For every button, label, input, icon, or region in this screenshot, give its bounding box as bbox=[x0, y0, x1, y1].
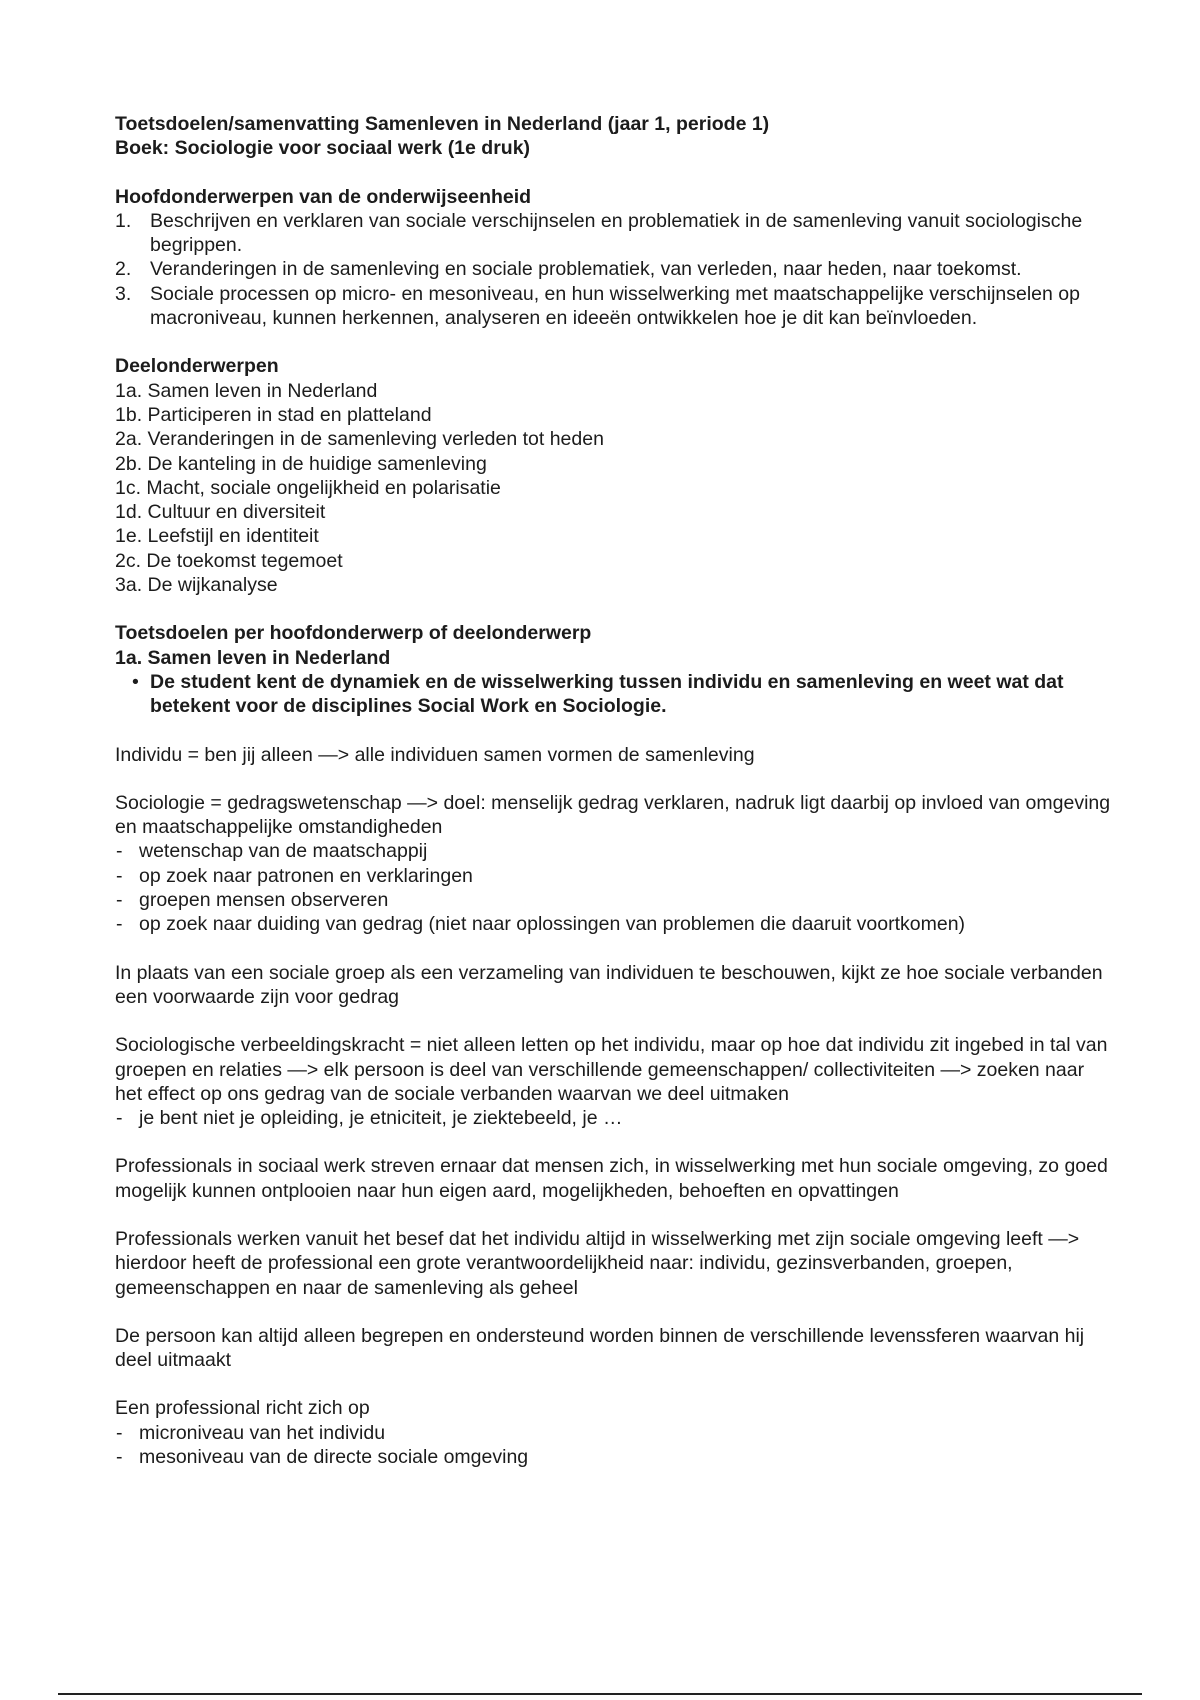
verbeeldingskracht-list bbox=[115, 1106, 1115, 1130]
sociologie-list bbox=[115, 839, 1115, 936]
list-item: 1. Beschrijven en verklaren van sociale verschijnselen en problematiek in de samenleving vanuit sociologische begrippen. bbox=[115, 209, 1083, 257]
list-item: 1c. Macht, sociale ongelijkheid en polarisatie bbox=[115, 476, 501, 499]
list-item: - mesoniveau van de directe sociale omgeving bbox=[115, 1445, 1115, 1469]
goals-bullet-list bbox=[115, 670, 1115, 719]
paragraph-verbeeldingskracht: Sociologische verbeeldingskracht = niet alleen letten op het individu, maar op hoe dat individu zit ingebed in tal van groepen en relaties —> elk persoon is deel van verschillende gemeenschappen/ collectiviteiten —> zoeken naar het effect op ons gedrag van de sociale verbanden waarvan we deel uitmaken bbox=[115, 1034, 1108, 1105]
sub-topics-list bbox=[115, 379, 1115, 598]
list-item: 2b. De kanteling in de huidige samenleving bbox=[115, 452, 487, 475]
list-item: 2a. Veranderingen in de samenleving verleden tot heden bbox=[115, 428, 604, 451]
paragraph-professionals-1: Professionals in sociaal werk streven ernaar dat mensen zich, in wisselwerking met hun sociale omgeving, zo goed mogelijk kunnen ontplooien naar hun eigen aard, mogelijkheden, behoeften en opvattingen bbox=[115, 1155, 1108, 1202]
document-title: Toetsdoelen/samenvatting Samenleven in Nederland (jaar 1, periode 1) bbox=[115, 113, 770, 135]
list-item: - op zoek naar patronen en verklaringen bbox=[115, 864, 1115, 888]
paragraph-individu: Individu = ben jij alleen —> alle individuen samen vormen de samenleving bbox=[115, 743, 755, 766]
list-item: 1d. Cultuur en diversiteit bbox=[115, 501, 326, 524]
book-reference: Boek: Sociologie voor sociaal werk (1e druk) bbox=[115, 137, 531, 160]
list-item: 3. Sociale processen op micro- en mesoniveau, en hun wisselwerking met maatschappelijke verschijnselen op macroniveau, kunnen herkennen, analyseren en ideeën ontwikkelen hoe je dit kan beïnvloeden. bbox=[115, 282, 1080, 330]
list-item: • De student kent de dynamiek en de wisselwerking tussen individu en samenleving en weet wat dat betekent voor de disciplines Social Work en Sociologie. bbox=[115, 670, 1115, 719]
document-page bbox=[115, 112, 1115, 1469]
paragraph-sociologie: Sociologie = gedragswetenschap —> doel: menselijk gedrag verklaren, nadruk ligt daarbij op invloed van omgeving en maatschappelijke omstandigheden bbox=[115, 791, 1111, 839]
list-item: 1b. Participeren in stad en platteland bbox=[115, 403, 432, 426]
list-item: 1e. Leefstijl en identiteit bbox=[115, 525, 319, 548]
list-item: - wetenschap van de maatschappij bbox=[115, 839, 1115, 863]
main-topics-list bbox=[115, 209, 1115, 330]
sub-topics-heading: Deelonderwerpen bbox=[115, 355, 279, 378]
goals-subheading: 1a. Samen leven in Nederland bbox=[115, 646, 391, 669]
list-item: 2. Veranderingen in de samenleving en sociale problematiek, van verleden, naar heden, naar toekomst. bbox=[115, 258, 1022, 281]
richt-list bbox=[115, 1421, 1115, 1470]
goals-heading: Toetsdoelen per hoofdonderwerp of deelonderwerp bbox=[115, 622, 592, 645]
list-item: - op zoek naar duiding van gedrag (niet naar oplossingen van problemen die daaruit voortkomen) bbox=[115, 912, 1115, 936]
list-item: - groepen mensen observeren bbox=[115, 888, 1115, 912]
paragraph-richt: Een professional richt zich op bbox=[115, 1397, 370, 1420]
main-topics-heading: Hoofdonderwerpen van de onderwijseenheid bbox=[115, 185, 532, 208]
page-divider bbox=[58, 1693, 1142, 1695]
paragraph-professionals-2: Professionals werken vanuit het besef dat het individu altijd in wisselwerking met zijn sociale omgeving leeft —> hierdoor heeft de professional een grote verantwoordelijkheid naar: individu, gezinsverbanden, groepen, gemeenschappen en naar de samenleving als geheel bbox=[115, 1227, 1080, 1299]
list-item: 3a. De wijkanalyse bbox=[115, 574, 278, 597]
list-item: 1a. Samen leven in Nederland bbox=[115, 379, 378, 402]
list-item: - je bent niet je opleiding, je etniciteit, je ziektebeeld, je … bbox=[115, 1106, 1115, 1130]
list-item: 2c. De toekomst tegemoet bbox=[115, 549, 343, 572]
paragraph-sociale-groep: In plaats van een sociale groep als een verzameling van individuen te beschouwen, kijkt ze hoe sociale verbanden een voorwaarde zijn voor gedrag bbox=[115, 961, 1103, 1008]
paragraph-persoon: De persoon kan altijd alleen begrepen en ondersteund worden binnen de verschillende levenssferen waarvan hij deel uitmaakt bbox=[115, 1324, 1085, 1372]
list-item: - microniveau van het individu bbox=[115, 1421, 1115, 1445]
